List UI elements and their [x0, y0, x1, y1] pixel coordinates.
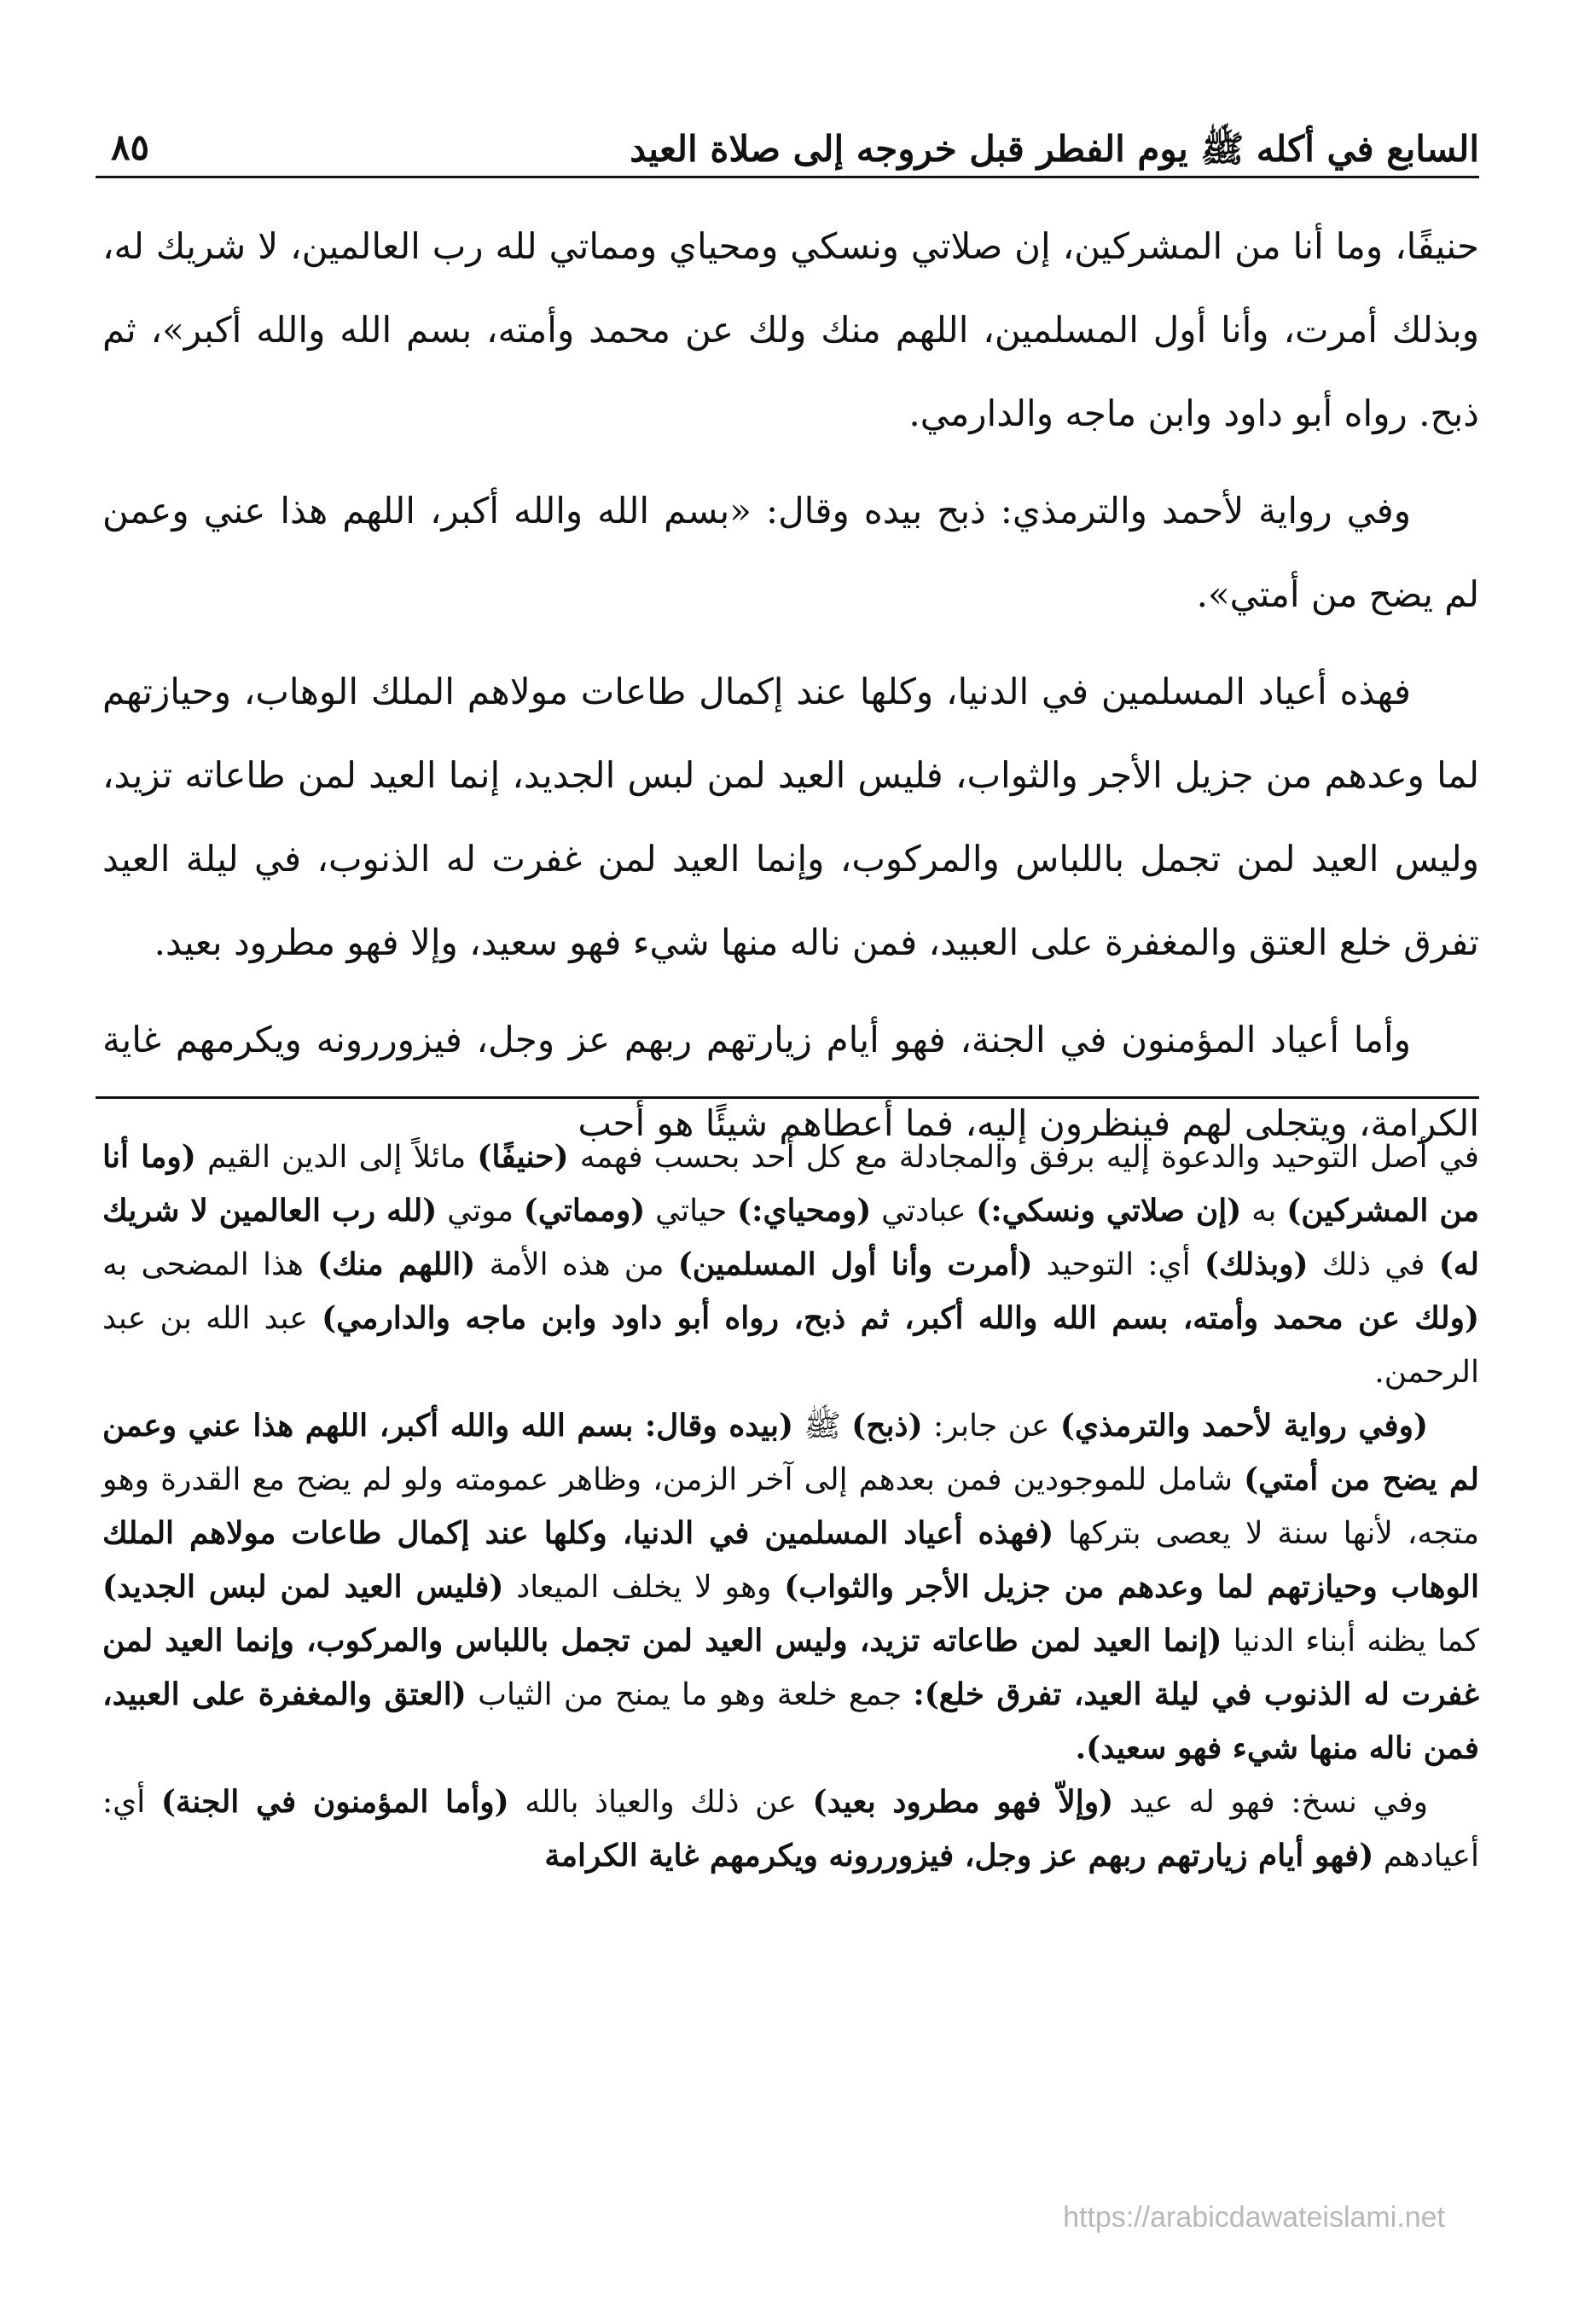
commentary-text-run: موتي [437, 1194, 524, 1229]
commentary-quote: (فهذه أعياد المسلمين في الدنيا، وكلها عند إكمال طاعات مولاهم الملك الوهاب وحيازتهم لما وعدهم من جزيل الأجر والثواب) [102, 1515, 1479, 1605]
commentary-quote: (وما أنا من المشركين) [102, 1139, 1480, 1229]
commentary-text-run: من هذه الأمة [475, 1247, 678, 1282]
commentary-quote: (ومحياي:) [737, 1193, 872, 1229]
commentary-text-run: أي: التوحيد [1032, 1247, 1204, 1282]
commentary-paragraph [102, 1399, 1479, 1775]
commentary-text-run: عن جابر: [922, 1409, 1060, 1444]
commentary-text-run: في ذلك [1308, 1247, 1439, 1282]
commentary-text-run: عن ذلك والعياذ بالله [508, 1785, 813, 1820]
commentary-text [102, 1130, 1479, 2180]
commentary-text-run: عبد الله بن عبد الرحمن. [102, 1301, 1479, 1390]
commentary-quote: (حنيفًا) [477, 1139, 569, 1175]
commentary-quote: (اللهم منك) [317, 1246, 476, 1282]
commentary-paragraph [102, 1775, 1479, 1883]
watermark-url: https://arabicdawateislami.net [1063, 2201, 1445, 2234]
page-header [96, 102, 1479, 178]
commentary-quote: (أمرت وأنا أول المسلمين) [677, 1246, 1033, 1282]
commentary-quote: (وإلاّ فهو مطرود بعيد) [812, 1784, 1114, 1820]
commentary-text-run: وفي نسخ: فهو له عيد [1113, 1785, 1429, 1820]
commentary-quote: (بيده وقال: بسم الله والله أكبر، اللهم هذا عني وعمن لم يضح من أمتي) [102, 1408, 1479, 1497]
commentary-text-run: في أصل التوحيد والدعوة إليه برفق والمجادلة مع كل أحد بحسب فهمه [568, 1140, 1479, 1175]
commentary-text-run: شامل للموجودين فمن بعدهم إلى آخر الزمن، وظاهر عمومته ولو لم يضح مع القدرة وهو متجه، لأنها سنة لا يعصى بتركها [102, 1462, 1479, 1551]
commentary-quote: (ولك عن محمد وأمته، بسم الله والله أكبر، ثم ذبح، رواه أبو داود وابن ماجه والدارمي) [322, 1300, 1479, 1336]
commentary-quote: (وفي رواية لأحمد والترمذي) [1059, 1408, 1428, 1444]
commentary-text-run: هذا المضحى به [102, 1247, 318, 1282]
commentary-quote: (العتق والمغفرة على العبيد، فمن ناله منها شيء فهو سعيد). [102, 1676, 1479, 1766]
commentary-quote: (إن صلاتي ونسكي:) [976, 1193, 1242, 1229]
page-number: ٨٥ [111, 126, 150, 168]
commentary-text-run: به [1241, 1194, 1287, 1229]
main-paragraph: حنيفًا، وما أنا من المشركين، إن صلاتي ونسكي ومحياي ومماتي لله رب العالمين، لا شريك له، وبذلك أمرت، وأنا أول المسلمين، اللهم منك ولك عن محمد وأمته، بسم الله والله أكبر»، ثم ذبح. رواه أبو داود وابن ماجه والدارمي. [102, 225, 1479, 434]
commentary-quote: (وأما المؤمنون في الجنة) [160, 1784, 509, 1820]
commentary-text-run: ﷺ [793, 1409, 852, 1444]
commentary-text-run: عبادتي [871, 1194, 977, 1229]
commentary-quote: (فهو أيام زيارتهم ربهم عز وجل، فيزوررونه ويكرمهم غاية الكرامة [544, 1838, 1374, 1874]
commentary-text-run: أي: أعيادهم [102, 1785, 1479, 1874]
commentary-text-run: مائلاً إلى الدين القيم [195, 1140, 478, 1175]
commentary-paragraph [102, 1130, 1479, 1399]
main-paragraph: وأما أعياد المؤمنون في الجنة، فهو أيام زيارتهم ربهم عز وجل، فيزوررونه ويكرمهم غاية الكرامة، ويتجلى لهم فينظرون إليه، فما أعطاهم شيئًا هو أحب [102, 1019, 1479, 1144]
commentary-quote: (لله رب العالمين لا شريك له) [102, 1193, 1479, 1282]
commentary-text-run: حياتي [645, 1194, 738, 1229]
main-paragraph: فهذه أعياد المسلمين في الدنيا، وكلها عند إكمال طاعات مولاهم الملك الوهاب، وحيازتهم لما وعدهم من جزيل الأجر والثواب، فليس العيد لمن لبس الجديد، إنما العيد لمن طاعاته تزيد، وليس العيد لمن تجمل باللباس والمركوب، وإنما العيد لمن غفرت له الذنوب، في ليلة العيد تفرق خلع العتق والمغفرة على العبيد، فمن ناله منها شيء فهو سعيد، وإلا فهو مطرود بعيد. [102, 671, 1479, 963]
commentary-text-run: جمع خلعة وهو ما يمنح من الثياب [466, 1677, 914, 1712]
commentary-quote: (فليس العيد لمن لبس الجديد) [102, 1569, 504, 1605]
commentary-quote: (ذبح) [851, 1408, 923, 1444]
commentary-quote: (ومماتي) [523, 1193, 646, 1229]
commentary-quote: (إنما العيد لمن طاعاته تزيد، وليس العيد لمن تجمل باللباس والمركوب، وإنما العيد لمن غفرت له الذنوب في ليلة العيد، تفرق خلع): [102, 1623, 1480, 1712]
commentary-quote: (وبذلك) [1204, 1246, 1309, 1282]
main-text [102, 205, 1479, 1144]
commentary-text-run: كما يظنه أبناء الدنيا [1222, 1624, 1479, 1659]
main-paragraph: وفي رواية لأحمد والترمذي: ذبح بيده وقال: «بسم الله والله أكبر، اللهم هذا عني وعمن لم يضح من أمتي». [102, 490, 1479, 615]
commentary-text-run: وهو لا يخلف الميعاد [503, 1570, 785, 1605]
footnote-separator [96, 1096, 1479, 1099]
chapter-title: السابع في أكله ﷺ يوم الفطر قبل خروجه إلى صلاة العيد [630, 128, 1479, 170]
